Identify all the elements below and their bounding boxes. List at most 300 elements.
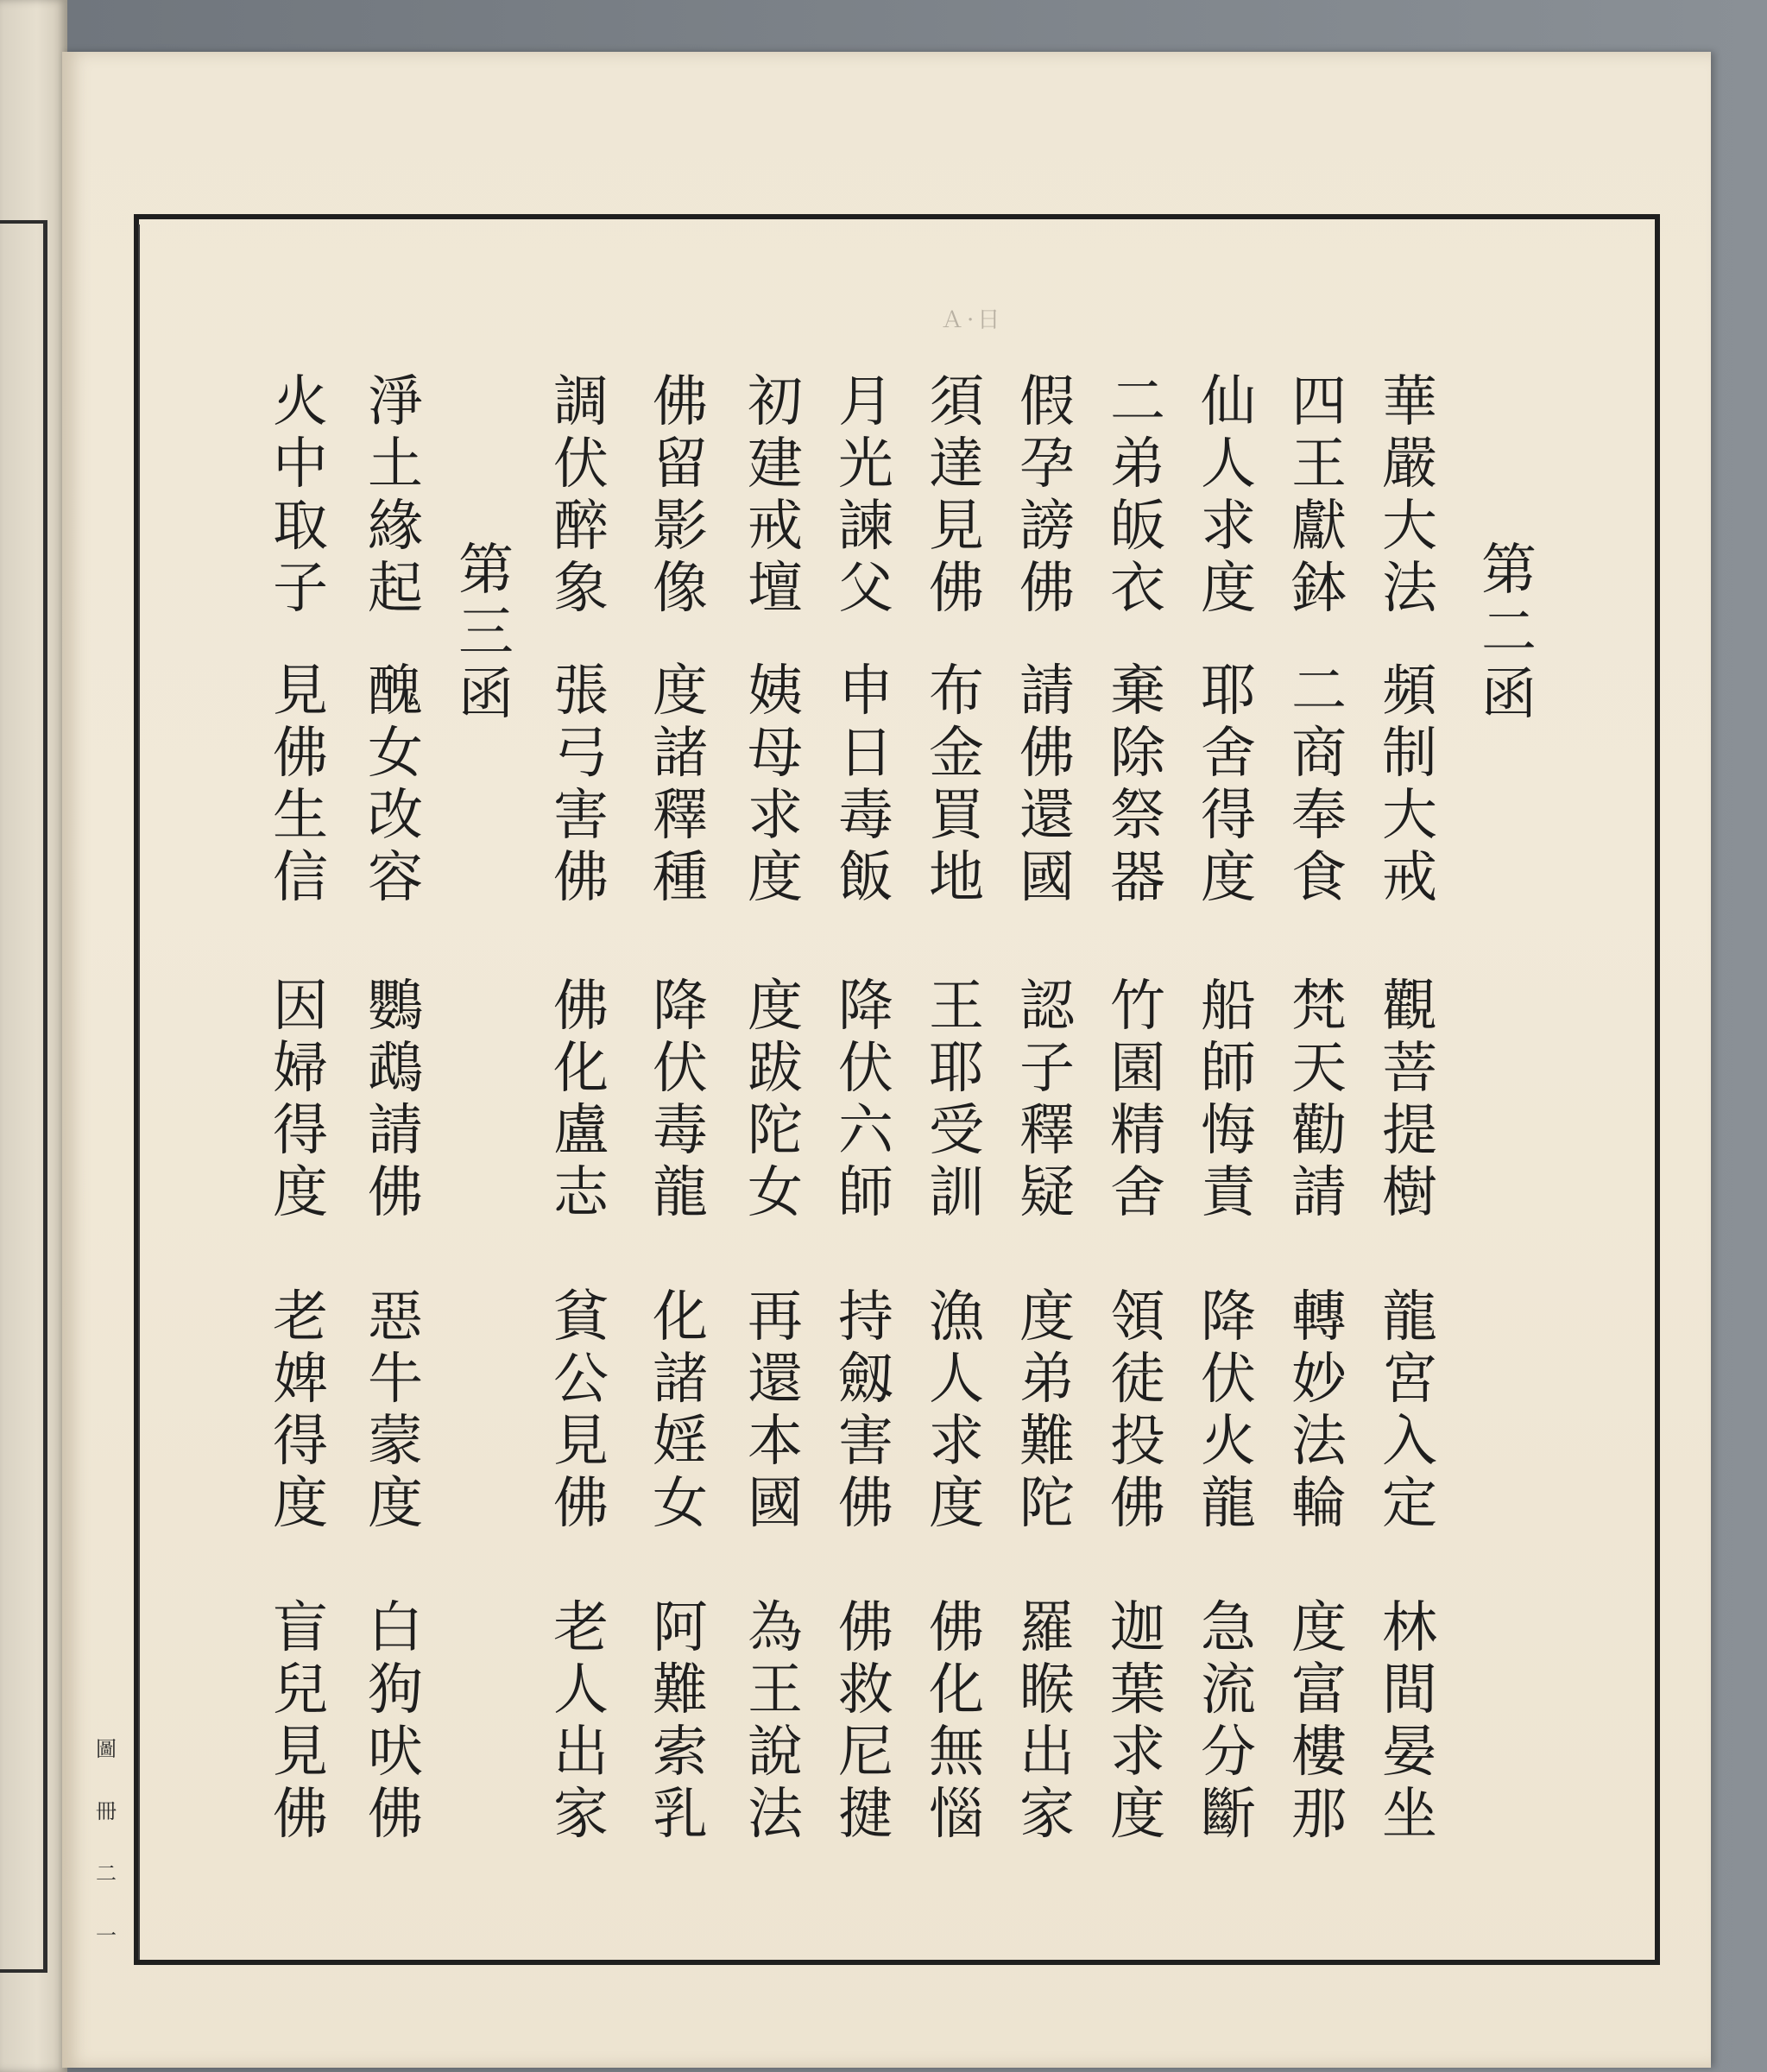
character: 梵	[1291, 975, 1347, 1039]
character: 請	[1291, 1161, 1347, 1225]
phrase	[1375, 660, 1444, 909]
phrase	[922, 1286, 991, 1535]
character: 請	[1019, 660, 1075, 723]
character: 本	[748, 1410, 803, 1474]
character: 跋	[748, 1037, 803, 1101]
character: 姨	[748, 660, 803, 723]
character: 見	[273, 660, 328, 723]
phrase	[1375, 1597, 1444, 1846]
character: 婦	[273, 1037, 328, 1101]
phrase	[741, 1286, 810, 1535]
character: 林	[1382, 1596, 1437, 1660]
character: 光	[838, 433, 893, 496]
character: 第	[458, 539, 514, 603]
phrase	[646, 660, 715, 909]
character: 難	[1019, 1410, 1075, 1474]
character: 疑	[1019, 1161, 1075, 1225]
phrase	[361, 660, 430, 909]
character: 大	[1382, 784, 1437, 848]
phrase	[741, 371, 810, 620]
phrase	[1013, 976, 1082, 1224]
character: 牛	[368, 1348, 423, 1412]
character: 子	[1019, 1037, 1075, 1101]
character: 羅	[1019, 1596, 1075, 1660]
character: 坐	[1382, 1783, 1437, 1847]
character: 師	[1201, 1037, 1256, 1101]
character: 陀	[1019, 1472, 1075, 1536]
character: 間	[1382, 1658, 1437, 1722]
character: 火	[273, 370, 328, 434]
character: 弟	[1110, 433, 1165, 496]
character: 兒	[273, 1658, 328, 1722]
character: 戒	[748, 495, 803, 559]
phrase	[266, 1286, 335, 1535]
character: 輪	[1291, 1472, 1347, 1536]
character: 祭	[1110, 784, 1165, 848]
phrase	[1284, 1597, 1354, 1846]
character: 人	[1201, 433, 1256, 496]
character: 冊	[96, 1799, 117, 1823]
phrase	[266, 976, 335, 1224]
left-facing-page	[0, 0, 67, 2072]
character: 度	[1110, 1783, 1165, 1847]
character: 王	[748, 1658, 803, 1722]
character: 婬	[653, 1410, 708, 1474]
phrase	[361, 371, 430, 620]
character: 月	[838, 370, 893, 434]
character: 信	[273, 846, 328, 910]
character: 佛	[653, 370, 708, 434]
character: 制	[1382, 722, 1437, 786]
character: 分	[1201, 1721, 1256, 1785]
character: 求	[748, 784, 803, 848]
character: 家	[1019, 1783, 1075, 1847]
character: 蒙	[368, 1410, 423, 1474]
character: 奉	[1291, 784, 1347, 848]
character: 度	[1019, 1286, 1075, 1349]
character: 受	[929, 1099, 984, 1163]
character: 降	[653, 975, 708, 1039]
phrase	[546, 1597, 615, 1846]
phrase	[266, 371, 335, 620]
character: 持	[838, 1286, 893, 1349]
character: 舍	[1201, 722, 1256, 786]
character: 白	[368, 1596, 423, 1660]
character: 買	[929, 784, 984, 848]
character: 惱	[929, 1783, 984, 1847]
character: 起	[368, 557, 423, 621]
character: 求	[1201, 495, 1256, 559]
character: 戒	[1382, 846, 1437, 910]
character: 衣	[1110, 557, 1165, 621]
character: 再	[748, 1286, 803, 1349]
character: 定	[1382, 1472, 1437, 1536]
phrase	[266, 1597, 335, 1846]
phrase	[546, 1286, 615, 1535]
character: 容	[368, 846, 423, 910]
character: 佛	[929, 557, 984, 621]
phrase	[361, 1597, 430, 1846]
character: 釋	[1019, 1099, 1075, 1163]
character: 地	[929, 846, 984, 910]
phrase	[831, 371, 900, 620]
character: 害	[838, 1410, 893, 1474]
phrase	[1375, 976, 1444, 1224]
character: 人	[553, 1658, 609, 1722]
character: 影	[653, 495, 708, 559]
character: 勸	[1291, 1099, 1347, 1163]
character: 建	[748, 433, 803, 496]
character: 佛	[929, 1596, 984, 1660]
character: 飯	[838, 846, 893, 910]
character: 皈	[1110, 495, 1165, 559]
character: 害	[553, 784, 609, 848]
section-label	[451, 540, 521, 726]
character: 阿	[653, 1596, 708, 1660]
character: 女	[368, 722, 423, 786]
character: 徒	[1110, 1348, 1165, 1412]
character: 度	[653, 660, 708, 723]
phrase	[922, 371, 991, 620]
character: 妙	[1291, 1348, 1347, 1412]
character: 佛	[1019, 557, 1075, 621]
character: 舍	[1110, 1161, 1165, 1225]
character: 頻	[1382, 660, 1437, 723]
phrase	[1013, 371, 1082, 620]
character: 難	[653, 1658, 708, 1722]
phrase	[1013, 660, 1082, 909]
character: 提	[1382, 1099, 1437, 1163]
phrase	[1103, 1597, 1172, 1846]
character: 得	[1201, 784, 1256, 848]
character: 度	[1291, 1596, 1347, 1660]
character: 救	[838, 1658, 893, 1722]
character: 初	[748, 370, 803, 434]
faint-mark: Ａ·日	[941, 307, 1004, 333]
character: 家	[553, 1783, 609, 1847]
character: 睺	[1019, 1658, 1075, 1722]
character: 函	[458, 663, 514, 727]
character: 伏	[838, 1037, 893, 1101]
character: 因	[273, 975, 328, 1039]
character: 諸	[653, 722, 708, 786]
character: 佛	[1019, 722, 1075, 786]
character: 乳	[653, 1783, 708, 1847]
character: 謗	[1019, 495, 1075, 559]
character: 弓	[553, 722, 609, 786]
character: 法	[1291, 1410, 1347, 1474]
phrase	[646, 371, 715, 620]
character: 鸚	[368, 975, 423, 1039]
phrase	[831, 1286, 900, 1535]
phrase	[546, 976, 615, 1224]
phrase	[266, 660, 335, 909]
character: 母	[748, 722, 803, 786]
header-label	[1474, 540, 1543, 726]
phrase	[1375, 371, 1444, 620]
character: 度	[1201, 846, 1256, 910]
character: 化	[553, 1037, 609, 1101]
character: 四	[1291, 370, 1347, 434]
character: 觀	[1382, 975, 1437, 1039]
character: 索	[653, 1721, 708, 1785]
character: 盧	[553, 1099, 609, 1163]
character: 諫	[838, 495, 893, 559]
character: 那	[1291, 1783, 1347, 1847]
character: 子	[273, 557, 328, 621]
character: 王	[929, 975, 984, 1039]
character: 無	[929, 1721, 984, 1785]
margin-label	[93, 1718, 119, 1967]
phrase	[741, 660, 810, 909]
character: 張	[553, 660, 609, 723]
character: 伏	[553, 433, 609, 496]
character: 轉	[1291, 1286, 1347, 1349]
character: 國	[748, 1472, 803, 1536]
character: 國	[1019, 846, 1075, 910]
character: 父	[838, 557, 893, 621]
phrase	[1194, 371, 1263, 620]
character: 說	[748, 1721, 803, 1785]
character: 晏	[1382, 1721, 1437, 1785]
phrase	[1284, 371, 1354, 620]
phrase	[1013, 1286, 1082, 1535]
character: 王	[1291, 433, 1347, 496]
character: 訓	[929, 1161, 984, 1225]
character: 假	[1019, 370, 1075, 434]
character: 法	[748, 1783, 803, 1847]
phrase	[361, 976, 430, 1224]
character: 認	[1019, 975, 1075, 1039]
character: 為	[748, 1596, 803, 1660]
character: 生	[273, 784, 328, 848]
character: 人	[929, 1348, 984, 1412]
character: 佛	[838, 1472, 893, 1536]
character: 見	[273, 1721, 328, 1785]
phrase	[831, 976, 900, 1224]
character: 投	[1110, 1410, 1165, 1474]
character: 須	[929, 370, 984, 434]
character: 仙	[1201, 370, 1256, 434]
character: 大	[1382, 495, 1437, 559]
phrase	[1194, 1286, 1263, 1535]
character: 佛	[273, 1783, 328, 1847]
character: 龍	[1201, 1472, 1256, 1536]
character: 像	[653, 557, 708, 621]
character: 迦	[1110, 1596, 1165, 1660]
character: 鵡	[368, 1037, 423, 1101]
character: 化	[929, 1658, 984, 1722]
character: 急	[1201, 1596, 1256, 1660]
character: 日	[838, 722, 893, 786]
phrase	[1103, 976, 1172, 1224]
phrase	[1284, 660, 1354, 909]
character: 佛	[553, 975, 609, 1039]
character: 中	[273, 433, 328, 496]
character: 漁	[929, 1286, 984, 1349]
character: 悔	[1201, 1099, 1256, 1163]
phrase	[1194, 1597, 1263, 1846]
character: 種	[653, 846, 708, 910]
character: 貧	[553, 1286, 609, 1349]
character: 船	[1201, 975, 1256, 1039]
character: 女	[748, 1161, 803, 1225]
character: 老	[553, 1596, 609, 1660]
character: 象	[553, 557, 609, 621]
character: 降	[838, 975, 893, 1039]
character: 壇	[748, 557, 803, 621]
phrase	[1103, 1286, 1172, 1535]
phrase	[1194, 660, 1263, 909]
character: 度	[273, 1472, 328, 1536]
character: 調	[553, 370, 609, 434]
character: 孕	[1019, 433, 1075, 496]
character: 入	[1382, 1410, 1437, 1474]
character: 揵	[838, 1783, 893, 1847]
phrase	[831, 1597, 900, 1846]
character: 度	[748, 846, 803, 910]
character: 毒	[653, 1099, 708, 1163]
character: 佛	[273, 722, 328, 786]
character: 精	[1110, 1099, 1165, 1163]
character: 耶	[1201, 660, 1256, 723]
character: 老	[273, 1286, 328, 1349]
phrase	[1194, 976, 1263, 1224]
character: 尼	[838, 1721, 893, 1785]
character: 度	[368, 1472, 423, 1536]
character: 惡	[368, 1286, 423, 1349]
character: 出	[1019, 1721, 1075, 1785]
character: 求	[929, 1410, 984, 1474]
phrase	[646, 976, 715, 1224]
character: 盲	[273, 1596, 328, 1660]
phrase	[741, 1597, 810, 1846]
phrase	[646, 1286, 715, 1535]
character: 耶	[929, 1037, 984, 1101]
character: 志	[553, 1161, 609, 1225]
phrase	[1013, 1597, 1082, 1846]
character: 請	[368, 1099, 423, 1163]
phrase	[922, 660, 991, 909]
character: 弟	[1019, 1348, 1075, 1412]
phrase	[922, 976, 991, 1224]
phrase	[361, 1286, 430, 1535]
character: 龍	[653, 1161, 708, 1225]
phrase	[1103, 371, 1172, 620]
character: 天	[1291, 1037, 1347, 1101]
phrase	[1375, 1286, 1444, 1535]
character: 領	[1110, 1286, 1165, 1349]
character: 師	[838, 1161, 893, 1225]
character: 六	[838, 1099, 893, 1163]
character: 菩	[1382, 1037, 1437, 1101]
phrase	[741, 976, 810, 1224]
phrase	[546, 660, 615, 909]
character: 女	[653, 1472, 708, 1536]
character: 二	[1291, 660, 1347, 723]
character: 醜	[368, 660, 423, 723]
character: 商	[1291, 722, 1347, 786]
character: 棄	[1110, 660, 1165, 723]
phrase	[922, 1597, 991, 1846]
character: 劔	[838, 1348, 893, 1412]
phrase	[831, 660, 900, 909]
character: 金	[929, 722, 984, 786]
character: 出	[553, 1721, 609, 1785]
character: 婢	[273, 1348, 328, 1412]
character: 佛	[553, 1472, 609, 1536]
character: 佛	[368, 1783, 423, 1847]
character: 華	[1382, 370, 1437, 434]
character: 降	[1201, 1286, 1256, 1349]
character: 吠	[368, 1721, 423, 1785]
character: 還	[748, 1348, 803, 1412]
character: 得	[273, 1410, 328, 1474]
character: 獻	[1291, 495, 1347, 559]
character: 伏	[653, 1037, 708, 1101]
character: 流	[1201, 1658, 1256, 1722]
character: 佛	[1110, 1472, 1165, 1536]
character: 樓	[1291, 1721, 1347, 1785]
character: 鉢	[1291, 557, 1347, 621]
character: 度	[929, 1472, 984, 1536]
character: 樹	[1382, 1161, 1437, 1225]
character: 斷	[1201, 1783, 1256, 1847]
character: 器	[1110, 846, 1165, 910]
left-page-border	[0, 220, 47, 1973]
character: 二	[96, 1861, 117, 1886]
character: 竹	[1110, 975, 1165, 1039]
character: 申	[838, 660, 893, 723]
character: 醉	[553, 495, 609, 559]
character: 伏	[1201, 1348, 1256, 1412]
character: 陀	[748, 1099, 803, 1163]
character: 達	[929, 433, 984, 496]
character: 火	[1201, 1410, 1256, 1474]
character: 釋	[653, 784, 708, 848]
character: 還	[1019, 784, 1075, 848]
character: 葉	[1110, 1658, 1165, 1722]
character: 佛	[368, 1161, 423, 1225]
phrase	[1284, 1286, 1354, 1535]
phrase	[1284, 976, 1354, 1224]
character: 除	[1110, 722, 1165, 786]
character: 土	[368, 433, 423, 496]
character: 求	[1110, 1721, 1165, 1785]
character: 見	[553, 1410, 609, 1474]
character: 函	[1481, 663, 1537, 727]
character: 諸	[653, 1348, 708, 1412]
character: 度	[748, 975, 803, 1039]
character: 見	[929, 495, 984, 559]
character: 度	[273, 1161, 328, 1225]
phrase	[1103, 660, 1172, 909]
character: 富	[1291, 1658, 1347, 1722]
character: 宮	[1382, 1348, 1437, 1412]
character: 嚴	[1382, 433, 1437, 496]
character: 佛	[553, 846, 609, 910]
character: 化	[653, 1286, 708, 1349]
character: 狗	[368, 1658, 423, 1722]
character: 三	[458, 601, 514, 665]
character: 責	[1201, 1161, 1256, 1225]
character: 圖	[96, 1737, 117, 1761]
character: 淨	[368, 370, 423, 434]
character: 得	[273, 1099, 328, 1163]
phrase	[646, 1597, 715, 1846]
character: 緣	[368, 495, 423, 559]
character: 布	[929, 660, 984, 723]
